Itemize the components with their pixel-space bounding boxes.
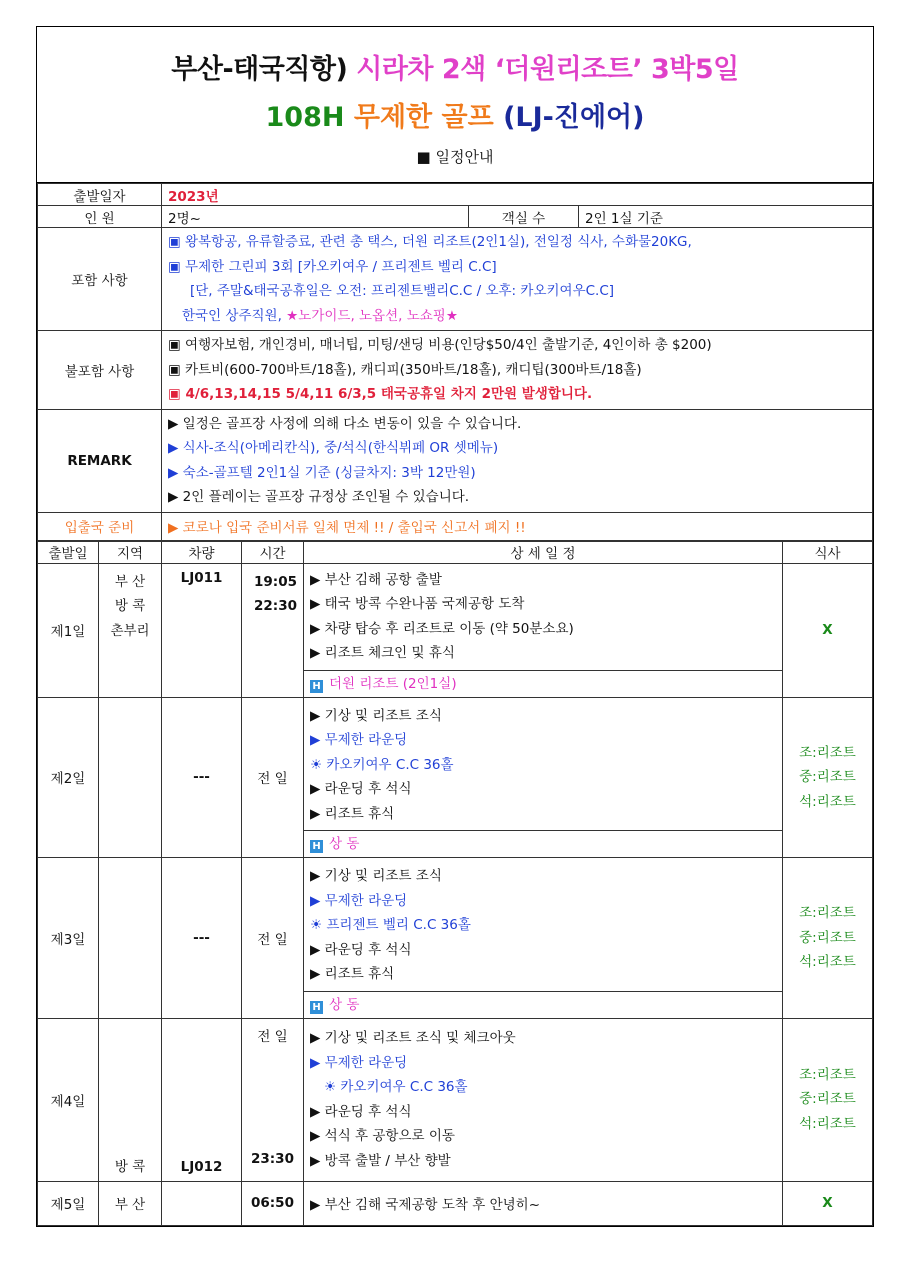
page-subtitle: 108H 무제한 골프 (LJ-진에어) <box>265 102 645 133</box>
hotel-icon: H <box>310 680 323 693</box>
room-value: 2인 1실 기준 <box>579 206 873 228</box>
day-4-row: 제4일 방 콕 LJ012 전 일 23:30 ▶ 기상 및 리조트 조식 및 체크아웃 ▶ 무제한 라운딩 ☀ 카오키여우 C.C 36홀 ▶ 라운딩 후 석식 ▶ 석식 후 공항으로 이동 ▶ 방콕 출발 / 부산 향발 조:리조트 중:리조트 석:리조트 <box>38 1018 873 1181</box>
excluded-label: 불포함 사항 <box>38 331 162 410</box>
room-label: 객실 수 <box>469 206 579 228</box>
included-label: 포함 사항 <box>38 228 162 331</box>
info-table <box>37 183 873 541</box>
depart-label: 출발일자 <box>38 184 162 206</box>
section-heading: ■ 일정안내 <box>416 148 494 166</box>
day-2-row: 제2일 --- 전 일 ▶ 기상 및 리조트 조식 ▶ 무제한 라운딩 ☀ 카오키여우 C.C 36홀 ▶ 라운딩 후 석식 ▶ 리조트 휴식 H 상 동 조:리조트 중:리조트 석:리조트 <box>38 697 873 858</box>
entry-note: ▶ 코로나 입국 준비서류 일체 면제 !! / 출입국 신고서 폐지 !! <box>162 512 873 540</box>
hotel-line: H 상 동 <box>304 991 782 1018</box>
hotel-icon: H <box>310 1001 323 1014</box>
remark-list: ▶ 일정은 골프장 사정에 의해 다소 변동이 있을 수 있습니다. ▶ 식사-조식(아메리칸식), 중/석식(한식뷔페 OR 셋메뉴) ▶ 숙소-골프텔 2인1실 기준 (싱글차지: 3박 12만원) ▶ 2인 플레이는 골프장 규정상 조인될 수 있습니다. <box>162 409 873 512</box>
schedule-header-row: 출발일 지역 차량 시간 상 세 일 정 식사 <box>38 541 873 563</box>
day-3-row: 제3일 --- 전 일 ▶ 기상 및 리조트 조식 ▶ 무제한 라운딩 ☀ 프리젠트 벨리 C.C 36홀 ▶ 라운딩 후 석식 ▶ 리조트 휴식 H 상 동 조:리조트 중:리조트 석:리조트 <box>38 858 873 1019</box>
people-label: 인 원 <box>38 206 162 228</box>
people-value: 2명~ <box>162 206 469 228</box>
header <box>37 27 873 183</box>
excluded-list: ▣ 여행자보험, 개인경비, 매너팁, 미팅/샌딩 비용(인당$50/4인 출발기준, 4인이하 총 $200) ▣ 카트비(600-700바트/18홀), 캐디피(350바트/18홀), 캐디팁(300바트/18홀) ▣ 4/6,13,14,15 5/4,11 6/3,5 태국공휴일 차지 2만원 발생합니다. <box>162 331 873 410</box>
hotel-line: H 상 동 <box>304 830 782 857</box>
itinerary-sheet <box>36 26 874 1227</box>
depart-value: 2023년 <box>162 184 873 206</box>
day-5-row: 제5일 부 산 06:50 ▶ 부산 김해 국제공항 도착 후 안녕히~ X <box>38 1181 873 1225</box>
day-1-row: 제1일 부 산 방 콕 촌부리 LJ011 19:05 22:30 ▶ 부산 김해 공항 출발 ▶ 태국 방콕 수완나품 국제공항 도착 ▶ 차량 탑승 후 리조트로 이동 (약 50분소요) ▶ 리조트 체크인 및 휴식 H 더원 리조트 (2인1실) X <box>38 563 873 697</box>
schedule-table <box>37 541 873 1226</box>
page-title: 부산-태국직항) 시라차 2색 ‘더원리조트’ 3박5일 <box>171 54 739 85</box>
included-list: ▣ 왕복항공, 유류할증료, 관련 총 택스, 더원 리조트(2인1실), 전일정 식사, 수화물20KG, ▣ 무제한 그린피 3회 [카오키여우 / 프리젠트 벨리 C.C] [단, 주말&태국공휴일은 오전: 프리젠트밸리C.C / 오후: 카오키여우C.C] 한국인 상주직원, ★노가이드, 노옵션, 노쇼핑★ <box>162 228 873 331</box>
remark-label: REMARK <box>38 409 162 512</box>
hotel-line: H 더원 리조트 (2인1실) <box>304 670 782 697</box>
entry-label: 입출국 준비 <box>38 512 162 540</box>
hotel-icon: H <box>310 840 323 853</box>
